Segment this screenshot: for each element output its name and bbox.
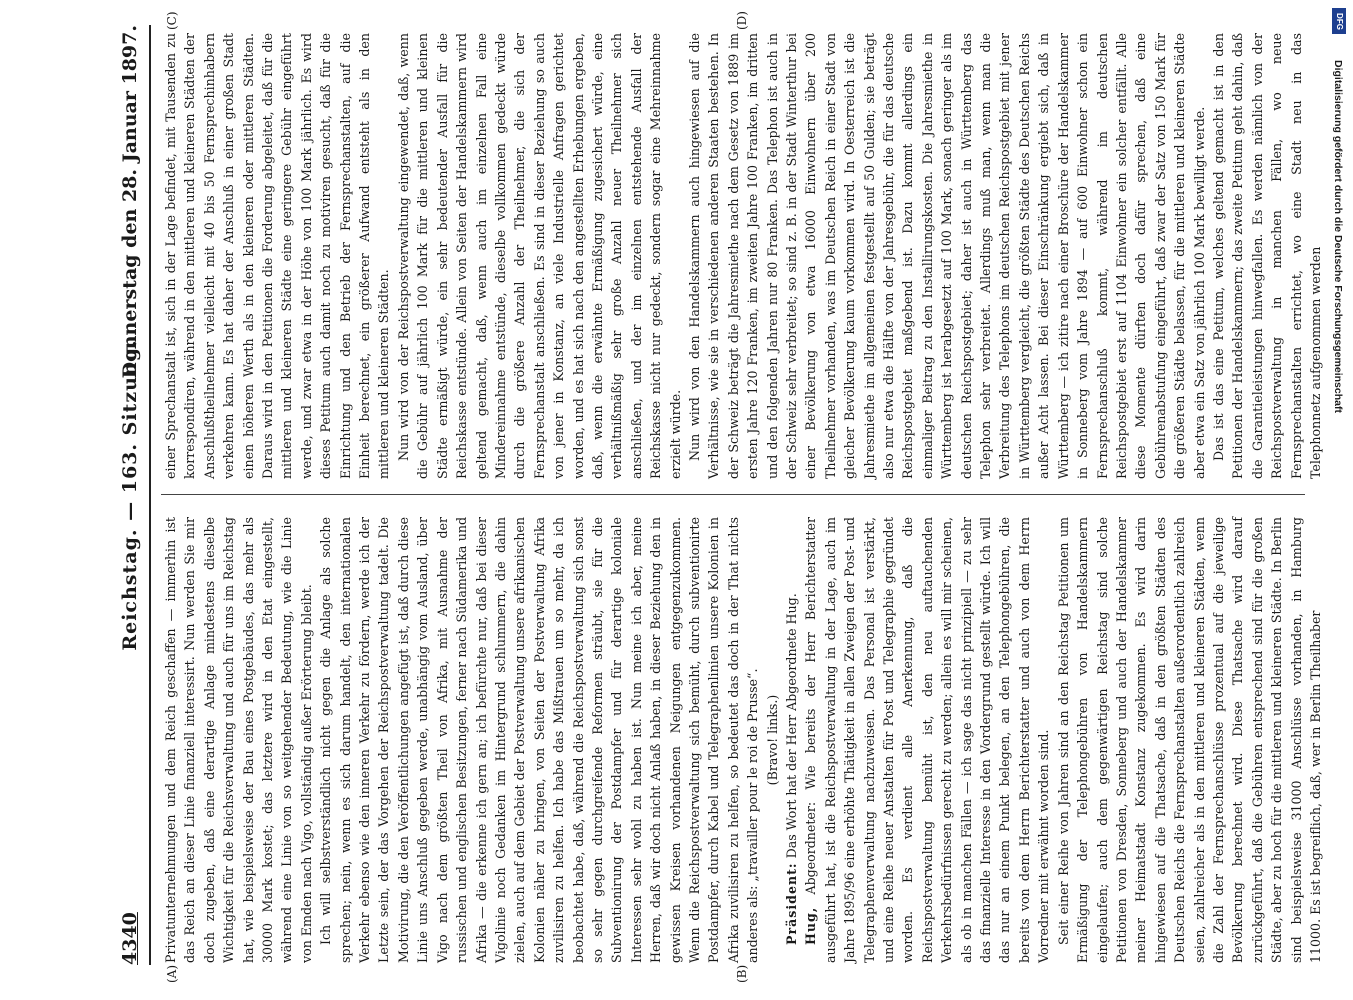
- paragraph: Nun wird von den Handelskammern auch hingewiesen auf die Verhältnisse, wie sie in verschiedenen anderen Staaten bestehen. In der Schweiz beträgt die Jahresmiethe nach dem Gesetz von 1889 im ersten Jahre 120 Franken, im zweiten Jahre 100 Franken, im dritten und den folgenden Jahren nur 80 Franken. Das Telephon ist auch in der Schweiz sehr verbreitet; so sind z. B. in der Stadt Winterthur bei einer Bevölkerung von etwa 16000 Einwohnern über 200 Theilnehmer vorhanden, was im Deutschen Reich in einer Stadt von gleicher Bevölkerung kaum vorkommen wird. In Oesterreich ist die Jahresmiethe im allgemeinen festgestellt auf 50 Gulden; sie beträgt also nur etwa die Hälfte von der Jahresgebühr, die für das deutsche Reichspostgebiet maßgebend ist. Dazu kommt allerdings ein einmaliger Beitrag zu den Installirungskosten. Die Jahresmiethe in Württemberg ist herabgesetzt auf 100 Mark, sonach geringer als im deutschen Reichspostgebiet; daher ist auch in Württemberg das Telephon sehr verbreitet. Allerdings muß man, wenn man die Verbreitung des Telephons im deutschen Reichspostgebiet mit jener in Württemberg vergleicht, die größten Städte des Deutschen Reichs außer Acht lassen. Bei dieser Einschränkung ergiebt sich, daß in Württemberg — ich zitire nach einer Broschüre der Handelskammer in Sonneberg vom Jahre 1894 — auf 600 Einwohner schon ein Fernsprechanschluß kommt, während im deutschen Reichspostgebiet erst auf 1104 Einwohner ein solcher entfällt. Alle diese Momente dürften doch dafür sprechen, daß eine Gebührenabstufung eingeführt, daß zwar der Satz von 150 Mark für die größeren Städte belassen, für die mittleren und kleineren Städte aber etwa ein Satz von jährlich 100 Mark bewilligt werde.: [686, 33, 1207, 479]
- speaker-name: Präsident:: [784, 862, 799, 945]
- session-date: Donnerstag den 28. Januar 1897.: [119, 25, 141, 379]
- paragraph: einer Sprechanstalt ist, sich in der Lage befindet, mit Tausenden zu korrespondiren, während in den mittleren und kleineren Städten der Anschlußtheilnehmer vielleicht mit 40 bis 50 Fernsprechinhabern verkehren kann. Es hat daher der Anschluß in einer großen Stadt einen höheren Werth als in den kleineren oder mittleren Städten. Daraus wird in den Petitionen die Forderung abgeleitet, daß für die mittleren und kleineren Städte eine geringere Gebühr eingeführt werde, und zwar etwa in der Höhe von 100 Mark jährlich. Es wird dieses Petitum auch damit noch zu motiviren gesucht, daß für die Einrichtung und den Betrieb der Fernsprechanstalten, auf die Einheit berechnet, ein größerer Aufwand entsteht als in den mittleren und kleineren Städten.: [163, 33, 392, 479]
- paragraph: Das ist das eine Petitum, welches geltend gemacht ist in den Petitionen der Handelskammern; das zweite Petitum geht dahin, daß die Garantieleistungen hinwegfallen. Es werden nämlich von der Reichspostverwaltung in manchen Fällen, wo neue Fernsprechanstalten errichtet, wo eine Stadt neu in das Telephonnetz aufgenommen werden: [1210, 33, 1323, 479]
- digitization-note: [1328, 30, 1346, 980]
- digitization-note-text: Digitalisierung gefördert durch die Deutsche Forschungsgemeinschaft: [1332, 60, 1344, 413]
- speaker-name: Hug,: [803, 906, 819, 945]
- column-divider: [161, 494, 1305, 495]
- left-text-column: [161, 517, 1325, 963]
- paragraph: [801, 517, 1053, 963]
- paragraph: Privatunternehmungen und dem Reich geschaffen — immerhin ist das Reich an dieser Linie finanziell interessirt. Nun werden Sie mir doch zugeben, daß eine derartige Anlage mindestens dieselbe Wichtigkeit für die Reichsverwaltung und auch für uns im Reichstag hat, wie beispielsweise der Bau eines Postgebäudes, das mehr als 30000 Mark kostet; das letztere wird in den Etat eingestellt, während eine Linie von so weitgehender Bedeutung, wie die Linie von Emden nach Vigo, vollständig außer Erörterung bleibt.: [163, 517, 314, 963]
- paragraph: Seit einer Reihe von Jahren sind an den Reichstag Petitionen um Ermäßigung der Telephongebühren von Handelskammern eingelaufen; auch dem gegenwärtigen Reichstag sind solche Petitionen von Dresden, Sonneberg und auch der Handelskammer meiner Heimatstadt Konstanz zugekommen. Es wird darin hingewiesen auf die Thatsache, daß in den größten Städten des Deutschen Reichs die Fernsprechanstalten außerordentlich zahlreich seien, zahlreicher als in den mittleren und kleineren Städten, wenn die Zahl der Fernsprechanschlüsse prozentual auf die jeweilige Bevölkerung berechnet wird. Diese Thatsache wird darauf zurückgeführt, daß die Gebühren entsprechend sind für die großen Städte, aber zu hoch für die mittleren und kleineren Städte. In Berlin sind beispielsweise 31000 Anschlüsse vorhanden, in Hamburg 11000. Es ist begreiflich, daß, wer in Berlin Theilhaber: [1055, 517, 1323, 963]
- margin-marker-a: (A): [165, 964, 179, 983]
- margin-marker-c: (C): [165, 11, 179, 30]
- page-header: [113, 25, 151, 965]
- speech-text: Abgeordneter: Wie bereits der Herr Berichterstatter ausgeführt hat, ist die Reichspostverwaltung in der Lage, auch im Jahre 1895/96 eine erhöhte Thätigkeit in allen Zweigen der Post- und Telegraphenverwaltung nachzuweisen. Das Personal ist verstärkt, und eine Reihe neuer Anstalten für Post und Telegraphie gegründet worden. Es verdient alle Anerkennung, daß die Reichspostverwaltung bemüht ist, den neu auftauchenden Verkehrsbedürfnissen gerecht zu werden; allein es will mir scheinen, als ob in manchen Fällen — ich sage das nicht prinzipiell — zu sehr das finanzielle Interesse in den Vordergrund gestellt würde. Ich will das nur an einem Punkt belegen, an den Telephongebühren, die bereits von dem Herrn Berichterstatter und auch von dem Herrn Vorredner mit erwähnt worden sind.: [803, 517, 1052, 963]
- paragraph: Ich will selbstverständlich nicht gegen die Anlage als solche sprechen; nein, wenn es sich darum handelt, den internationalen Verkehr ebenso wie den inneren Verkehr zu fördern, werde ich der Letzte sein, der das Vorgehen der Reichspostverwaltung tadelt. Die Motivirung, die den Veröffentlichungen angefügt ist, daß durch diese Linie uns Anschluß gegeben werde, unabhängig vom Ausland, über Vigo nach dem größten Theil von Afrika, mit Ausnahme der russischen und englischen Besitzungen, ferner nach Südamerika und Afrika — die erkenne ich gern an; ich befürchte nur, daß bei dieser Vigolinie noch Gedanken im Hintergrund schlummern, die dahin zielen, auch auf dem Gebiet der Postverwaltung unsere afrikanischen Kolonien näher zu bringen, von Seiten der Postverwaltung Afrika zuvilisiren zu helfen. Ich habe das Mißtrauen um so mehr, da ich beobachtet habe, daß, während die Reichspostverwaltung sich sonst so sehr gegen durchgreifende Reformen sträubt, sie für die Subventionirung der Postdampfer und für derartige koloniale Interessen sehr wohl zu haben ist. Nun meine ich aber, meine Herren, daß wir doch nicht Anlaß haben, in dieser Beziehung den in gewissen Kreisen vorhandenen Neigungen entgegenzukommen. Wenn die Reichspostverwaltung sich bemüht, durch subventionirte Postdampfer, durch Kabel und Telegraphenlinien unsere Kolonien in Afrika zuvilisiren zu helfen, so bedeutet das doch in der That nichts anderes als: „travailler pour le roi de Prusse“.: [318, 517, 761, 963]
- margin-marker-d: (D): [735, 11, 749, 30]
- margin-marker-b: (B): [735, 964, 749, 983]
- paragraph: [782, 517, 801, 963]
- paragraph: Nun wird von der Reichspostverwaltung eingewendet, daß, wenn die Gebühr auf jährlich 100 Mark für die mittleren und kleinen Städte ermäßigt würde, ein sehr bedeutender Ausfall für die Reichskasse entstünde. Allein von Seiten der Handelskammern wird geltend gemacht, daß, wenn auch im einzelnen Fall eine Mindereinnahme entstünde, dieselbe vollkommen gedeckt würde durch die größere Anzahl der Theilnehmer, die sich der Fernsprechanstalt anschließen. Es sind in dieser Beziehung so auch von jener in Konstanz, an viele Industrielle Anfragen gerichtet worden, und es hat sich nach den angestellten Erhebungen ergeben, daß, wenn die erwähnte Ermäßigung zugesichert würde, eine verhältnißmäßig sehr große Anzahl neuer Theilnehmer sich anschließen, und der im einzelnen entstehende Ausfall der Reichskasse nicht nur gedeckt, sondern sogar eine Mehreinnahme erzielt würde.: [395, 33, 683, 479]
- page-number: 4340: [119, 912, 141, 965]
- speech-text: Das Wort hat der Herr Abgeordnete Hug.: [784, 593, 799, 859]
- rotated-document-page: [95, 5, 1335, 985]
- running-title: Reichstag. — 163. Sitzung.: [119, 339, 141, 651]
- applause-note: (Bravo! links.): [764, 694, 780, 786]
- right-text-column: [161, 33, 1325, 479]
- dfg-logo-icon: DFG: [1332, 8, 1346, 34]
